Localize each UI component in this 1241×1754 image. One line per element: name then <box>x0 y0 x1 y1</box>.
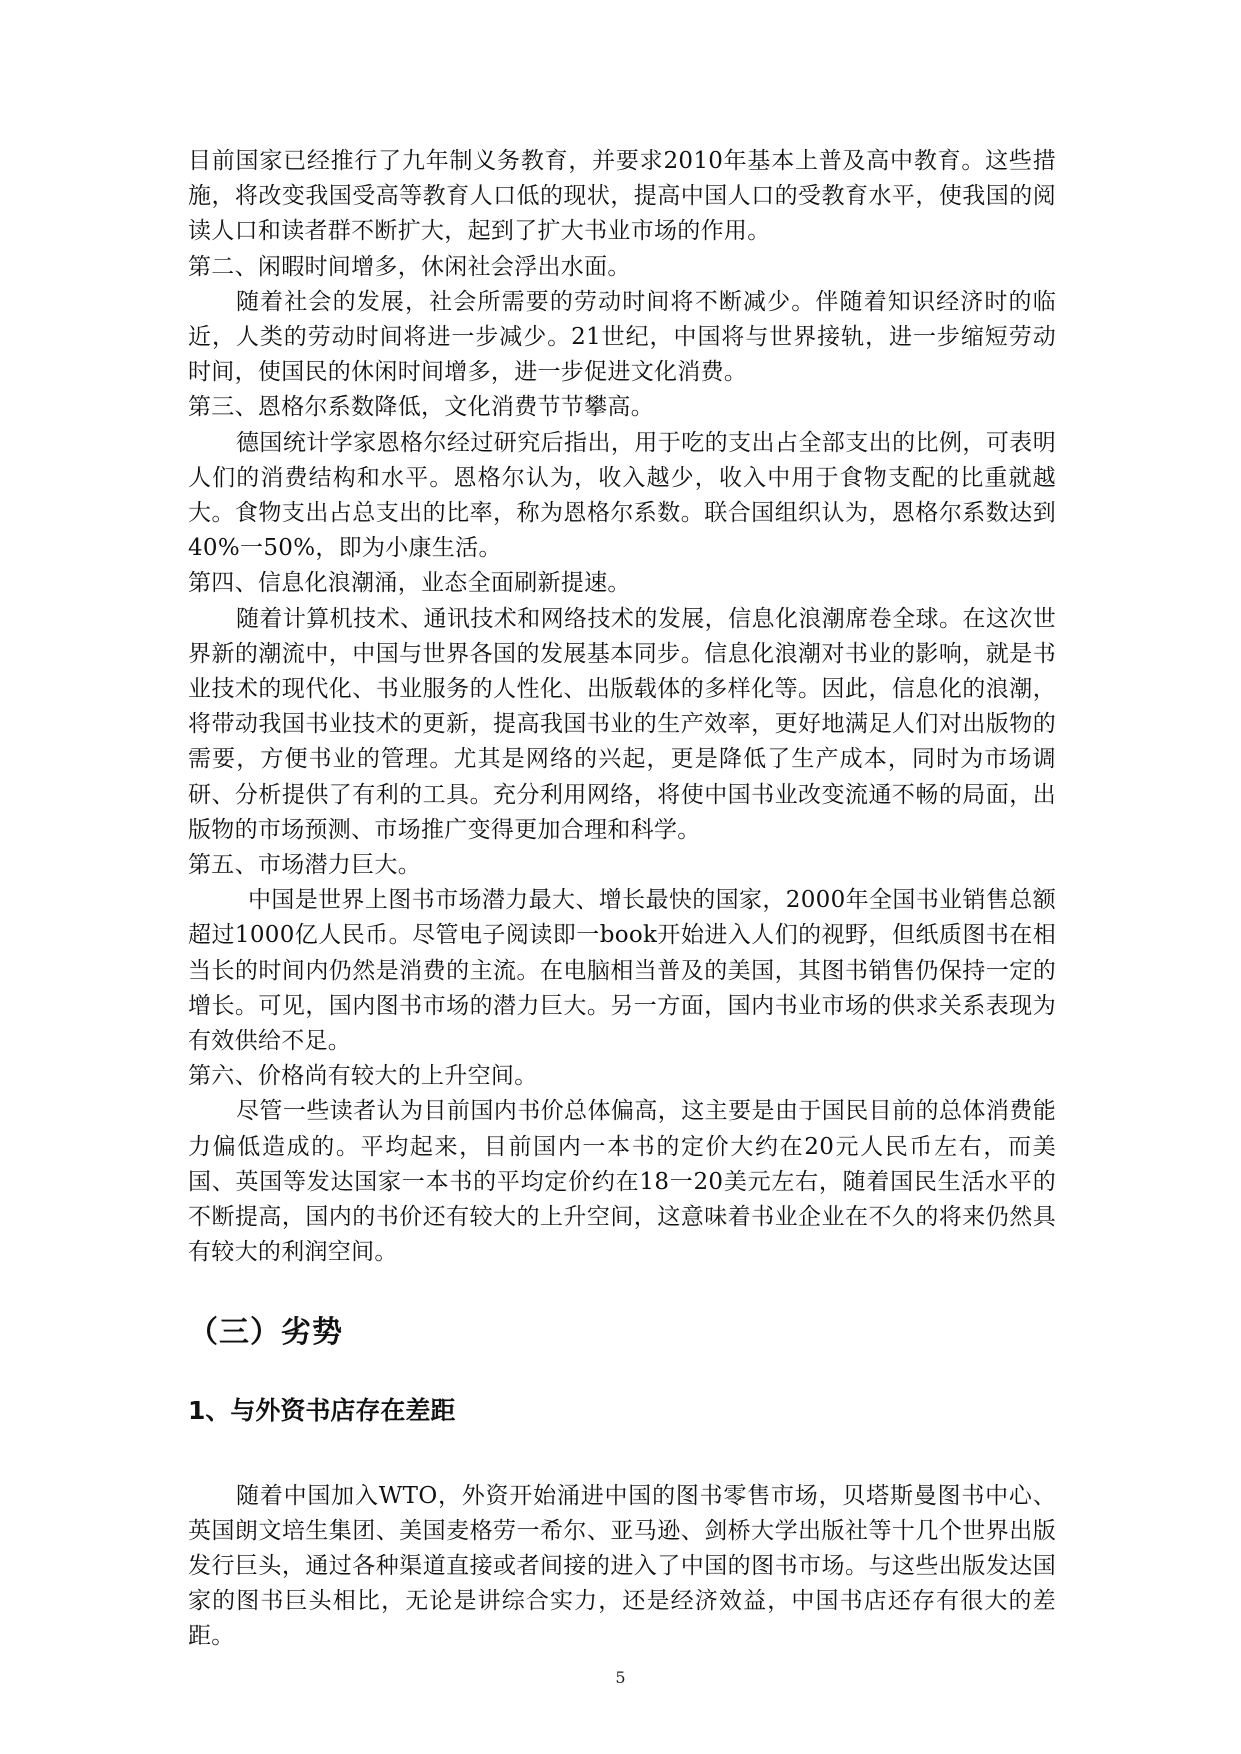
section-heading-weaknesses: （三）劣势 <box>188 1314 343 1350</box>
point-heading-price: 第六、价格尚有较大的上升空间。 <box>188 1063 538 1090</box>
paragraph-education: 目前国家已经推行了九年制义务教育，并要求2010年基本上普及高中教育。这些措施，将改变我国受高等教育人口低的现状，提高中国人口的受教育水平，使我国的阅读人口和读者群不断扩大，起到了扩大书业市场的作用。 <box>188 148 1056 245</box>
document-body <box>188 144 1056 1655</box>
paragraph-engel: 德国统计学家恩格尔经过研究后指出，用于吃的支出占全部支出的比例，可表明人们的消费结构和水平。恩格尔认为，收入越少，收入中用于食物支配的比重就越大。食物支出占总支出的比率，称为恩格尔系数。联合国组织认为，恩格尔系数达到40%一50%，即为小康生活。 <box>188 429 1056 562</box>
paragraph-informatization: 随着计算机技术、通讯技术和网络技术的发展，信息化浪潮席卷全球。在这次世界新的潮流中，中国与世界各国的发展基本同步。信息化浪潮对书业的影响，就是书业技术的现代化、书业服务的人性化、出版载体的多样化等。因此，信息化的浪潮，将带动我国书业技术的更新，提高我国书业的生产效率，更好地满足人们对出版物的需要，方便书业的管理。尤其是网络的兴起，更是降低了生产成本，同时为市场调研、分析提供了有利的工具。充分利用网络，将使中国书业改变流通不畅的局面，出版物的市场预测、市场推广变得更加合理和科学。 <box>188 605 1056 843</box>
point-heading-leisure: 第二、闲暇时间增多，休闲社会浮出水面。 <box>188 253 631 280</box>
point-heading-engel: 第三、恩格尔系数降低，文化消费节节攀高。 <box>188 394 654 421</box>
paragraph-price: 尽管一些读者认为目前国内书价总体偏高，这主要是由于国民目前的总体消费能力偏低造成的。平均起来，目前国内一本书的定价大约在20元人民币左右，而美国、英国等发达国家一本书的平均定价约在18一20美元左右，随着国民生活水平的不断提高，国内的书价还有较大的上升空间，这意味着书业企业在不久的将来仍然具有较大的利润空间。 <box>188 1098 1056 1266</box>
sub-heading-foreign-bookstores: 1、与外资书店存在差距 <box>188 1395 456 1425</box>
page-number: 5 <box>615 1668 626 1687</box>
point-heading-informatization: 第四、信息化浪潮涌，业态全面刷新提速。 <box>188 570 631 597</box>
paragraph-leisure: 随着社会的发展，社会所需要的劳动时间将不断减少。伴随着知识经济时的临近，人类的劳动时间将进一步减少。21世纪，中国将与世界接轨，进一步缩短劳动时间，使国民的休闲时间增多，进一步促进文化消费。 <box>188 288 1056 386</box>
paragraph-foreign-bookstores: 随着中国加入WTO，外资开始涌进中国的图书零售市场，贝塔斯曼图书中心、英国朗文培生集团、美国麦格劳一希尔、亚马逊、剑桥大学出版社等十几个世界出版发行巨头，通过各种渠道直接或者间接的进入了中国的图书市场。与这些出版发达国家的图书巨头相比，无论是讲综合实力，还是经济效益，中国书店还存有很大的差距。 <box>188 1482 1056 1650</box>
point-heading-market-potential: 第五、市场潜力巨大。 <box>188 852 421 879</box>
paragraph-market-potential: 中国是世界上图书市场潜力最大、增长最快的国家，2000年全国书业销售总额超过1000亿人民币。尽管电子阅读即一book开始进入人们的视野，但纸质图书在相当长的时间内仍然是消费的主流。在电脑相当普及的美国，其图书销售仍保持一定的增长。可见，国内图书市场的潜力巨大。另一方面，国内书业市场的供求关系表现为有效供给不足。 <box>188 887 1056 1055</box>
